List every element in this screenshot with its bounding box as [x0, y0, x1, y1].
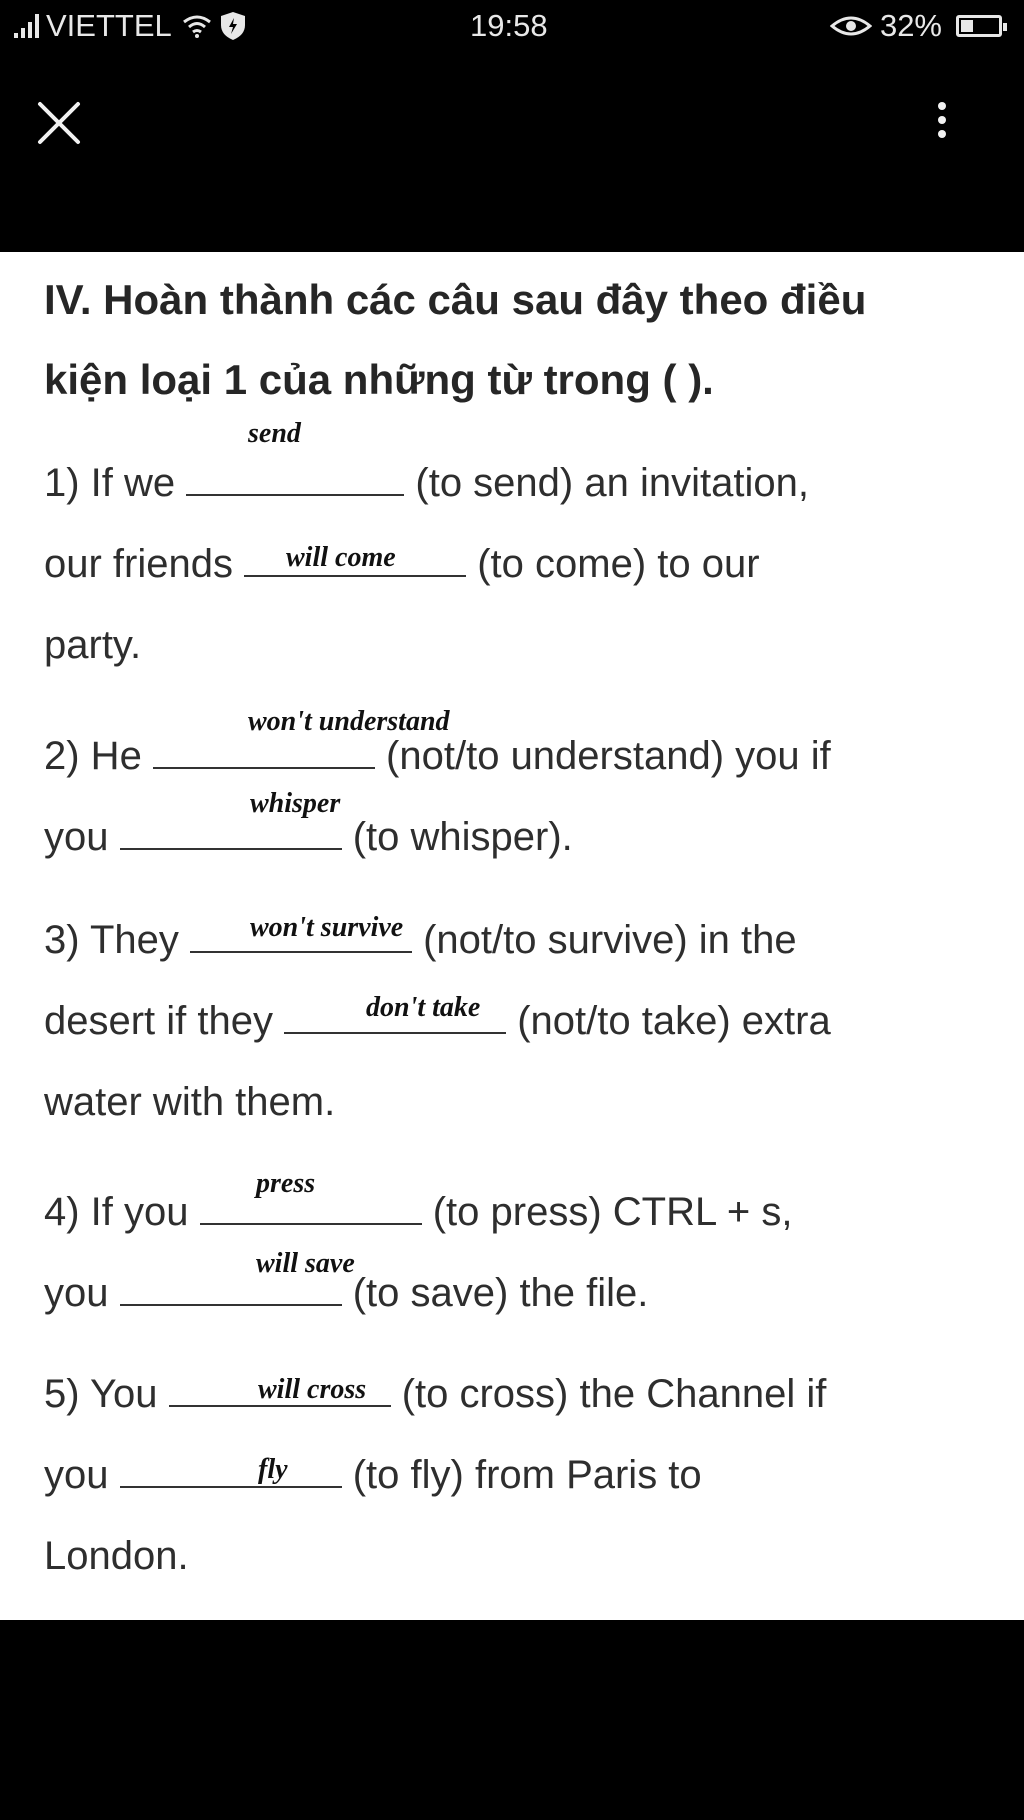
question-4-line-2	[44, 1269, 648, 1317]
eye-icon	[830, 14, 872, 38]
question-text: (not/to take) extra	[506, 999, 831, 1043]
battery-icon	[956, 15, 1002, 37]
question-text: 3) They	[44, 918, 190, 962]
question-1-line-2	[44, 540, 760, 588]
answer-blank	[153, 735, 375, 769]
question-text: 1) If we	[44, 461, 187, 505]
question-text: desert if they	[44, 999, 285, 1043]
battery-percent: 32%	[879, 8, 942, 43]
question-1-line-1	[44, 459, 809, 507]
answer-q4-2: will save	[256, 1248, 355, 1279]
exercise-title-line-2: kiện loại 1 của những từ trong ( ).	[44, 356, 714, 403]
answer-q3-2: don't take	[366, 992, 481, 1023]
question-text: you	[44, 1453, 120, 1497]
question-text: (to fly) from Paris to	[341, 1453, 702, 1497]
status-bar	[0, 0, 1024, 56]
answer-q4-1: press	[256, 1168, 316, 1199]
question-3-line-1	[44, 916, 797, 964]
question-5-line-1	[44, 1370, 826, 1418]
answer-blank	[120, 1272, 342, 1306]
question-2-line-2	[44, 813, 573, 861]
signal-icon	[14, 14, 42, 38]
question-text: 4) If you	[44, 1190, 200, 1234]
answer-q1-1: send	[248, 418, 301, 449]
answer-q5-1: will cross	[258, 1374, 367, 1405]
close-icon	[34, 98, 84, 148]
question-text: (to whisper).	[341, 815, 573, 859]
answer-q2-2: whisper	[250, 788, 341, 819]
answer-q5-2: fly	[258, 1454, 288, 1485]
question-2-line-1	[44, 732, 831, 780]
more-options-button[interactable]	[930, 96, 954, 148]
answer-q1-2: will come	[286, 542, 396, 573]
shield-icon	[220, 11, 246, 41]
question-text: (to press) CTRL + s,	[421, 1190, 793, 1234]
question-1-line-3: party.	[44, 623, 142, 667]
question-text: you	[44, 1271, 120, 1315]
answer-blank	[120, 816, 342, 850]
battery-fill	[961, 20, 973, 32]
question-3-line-2	[44, 997, 831, 1045]
answer-blank	[200, 1191, 422, 1225]
question-5-line-3: London.	[44, 1534, 189, 1578]
question-text: (to send) an invitation,	[404, 461, 809, 505]
question-text: (not/to understand) you if	[374, 734, 831, 778]
answer-blank	[244, 543, 466, 577]
question-text: 5) You	[44, 1372, 169, 1416]
carrier-name: VIETTEL	[46, 8, 172, 43]
exercise-document	[0, 252, 1024, 1620]
question-text: (to cross) the Channel if	[390, 1372, 827, 1416]
answer-blank	[284, 1000, 506, 1034]
answer-blank	[169, 1373, 391, 1407]
close-button[interactable]	[34, 98, 84, 148]
answer-blank	[186, 462, 404, 496]
answer-q2-1: won't understand	[248, 706, 450, 737]
answer-q3-1: won't survive	[250, 912, 404, 943]
question-text: you	[44, 815, 120, 859]
question-text: our friends	[44, 542, 245, 586]
question-text: (not/to survive) in the	[412, 918, 797, 962]
wifi-icon	[182, 14, 212, 38]
question-4-line-1	[44, 1188, 792, 1236]
question-text: 2) He	[44, 734, 153, 778]
clock: 19:58	[470, 8, 548, 43]
exercise-title-line-1: IV. Hoàn thành các câu sau đây theo điều	[44, 276, 867, 323]
answer-blank	[190, 919, 412, 953]
more-vertical-icon	[930, 96, 954, 148]
question-text: (to come) to our	[466, 542, 760, 586]
question-5-line-2	[44, 1451, 702, 1499]
question-3-line-3: water with them.	[44, 1080, 336, 1124]
question-text: (to save) the file.	[341, 1271, 649, 1315]
answer-blank	[120, 1454, 342, 1488]
